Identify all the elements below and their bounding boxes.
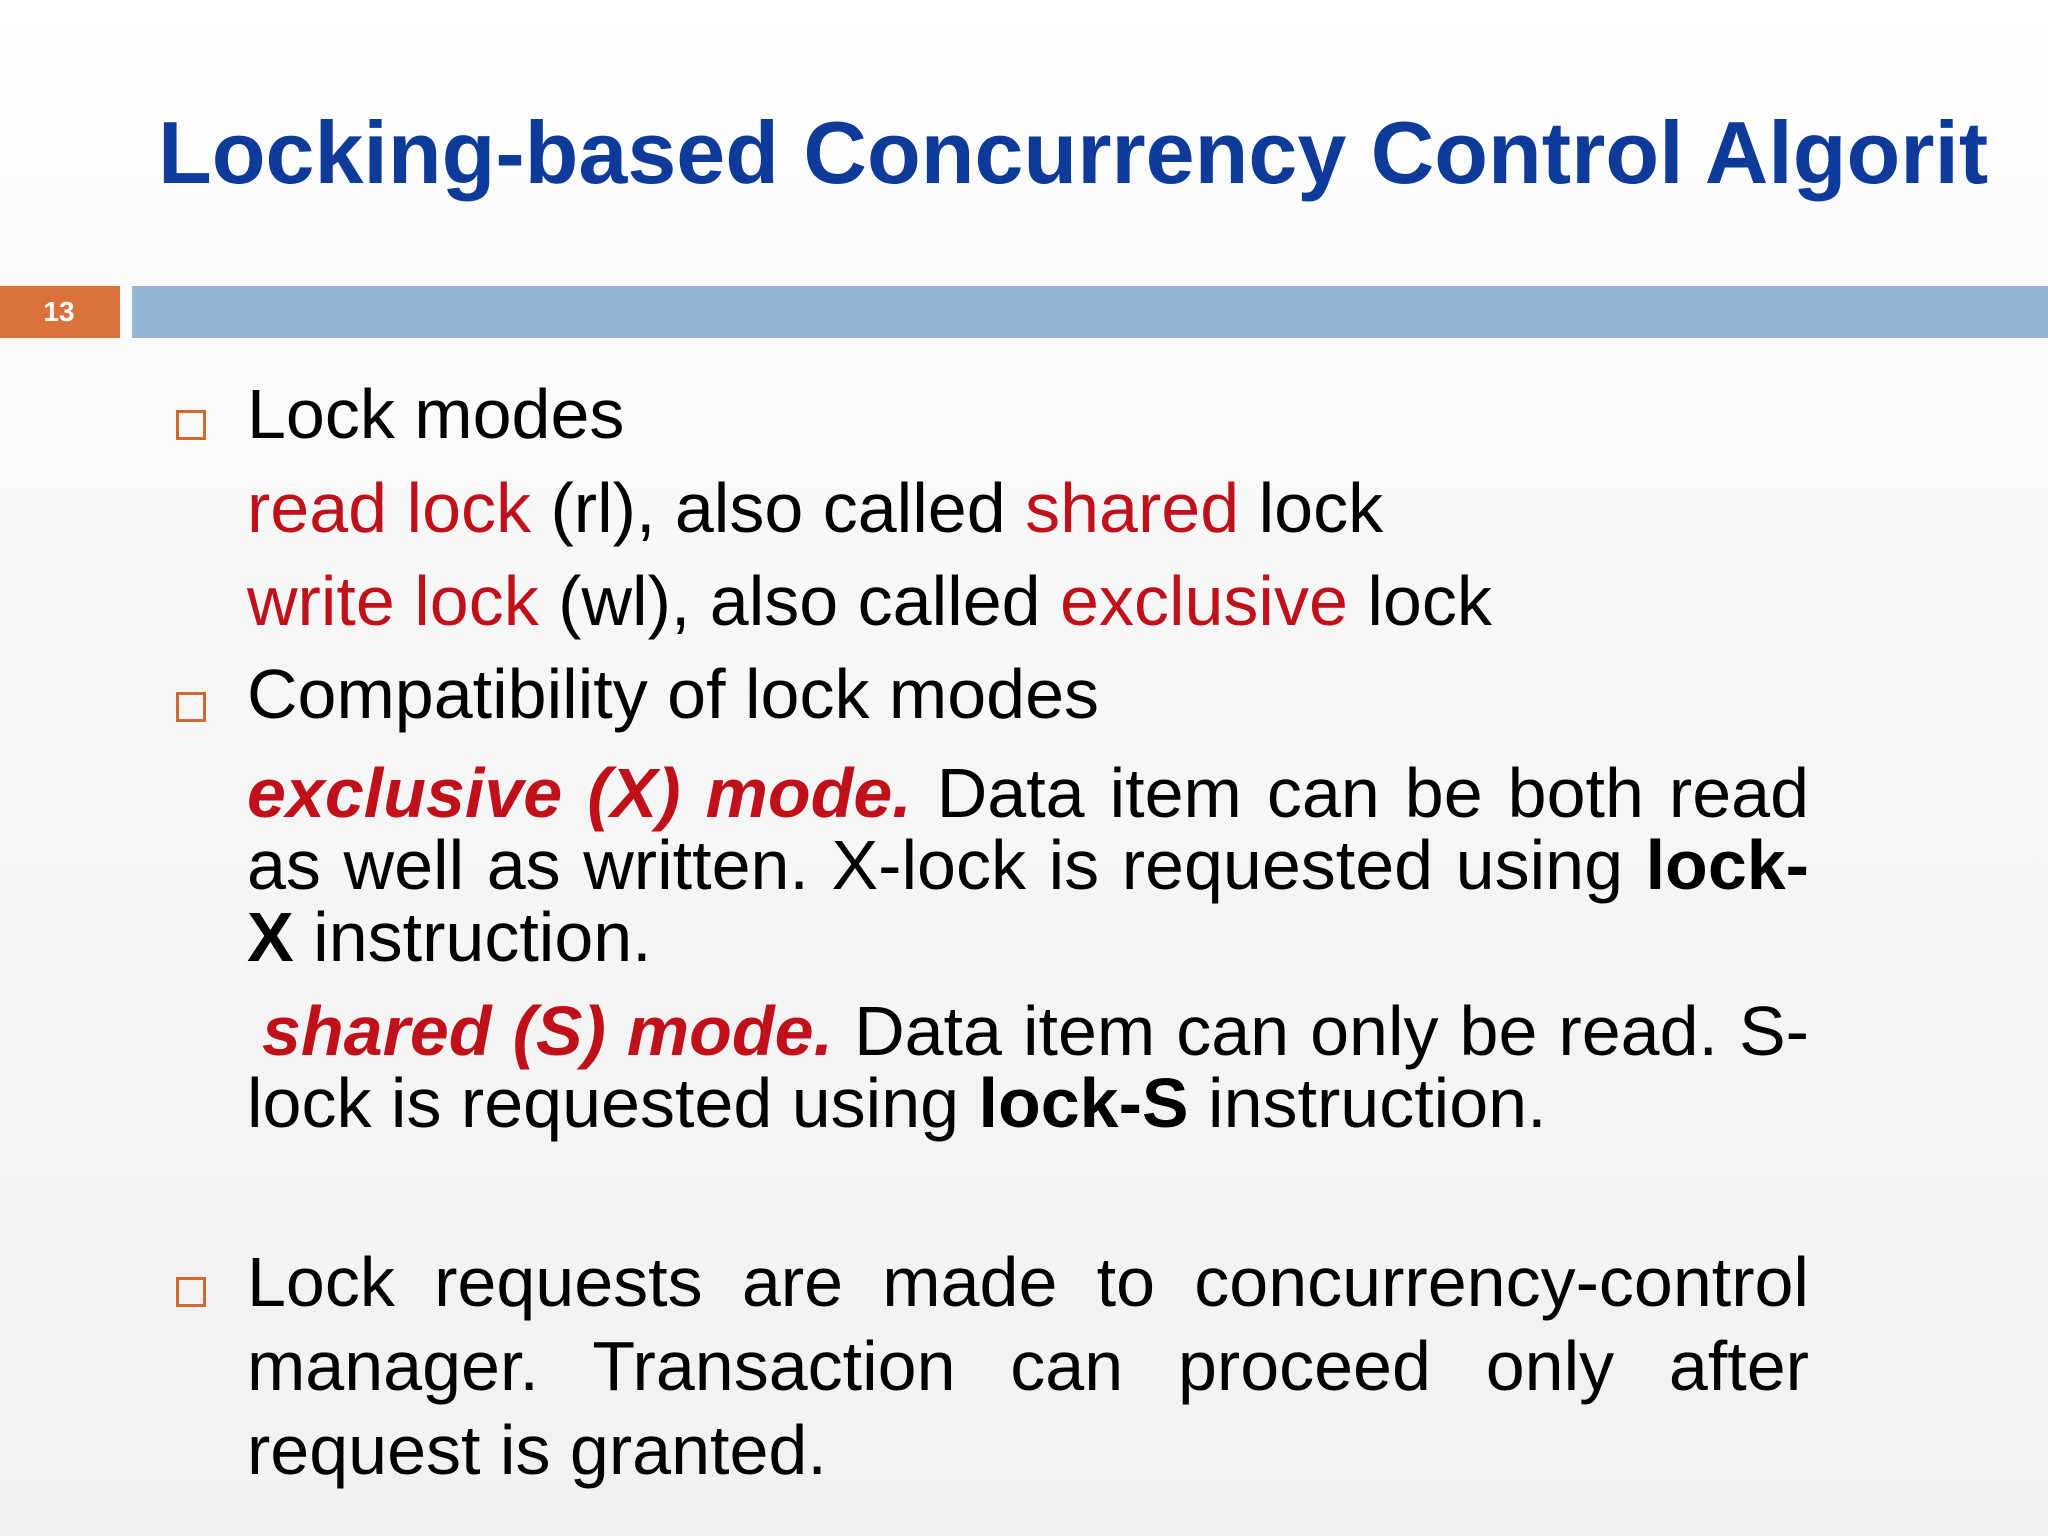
read-lock-line <box>247 470 1383 547</box>
slide-title: Locking-based Concurrency Control Algorit <box>158 103 1989 202</box>
bullet-compatibility-heading: Compatibility of lock modes <box>247 655 1099 733</box>
exclusive-mode-text-end: instruction. <box>293 898 652 976</box>
write-lock-term: write lock <box>247 562 539 640</box>
shared-mode-term: shared (S) mode. <box>262 992 834 1070</box>
exclusive-mode-paragraph <box>247 754 1810 976</box>
write-lock-tail: lock <box>1347 562 1492 640</box>
slide-number-badge: 13 <box>0 286 120 338</box>
shared-word: shared <box>1025 469 1240 547</box>
header-bar <box>132 286 2048 338</box>
exclusive-mode-text: Data item can be both read as well as written. X-lock is requested using <box>247 754 1810 904</box>
shared-mode-paragraph <box>247 992 1809 1142</box>
lock-x-instruction: lock-X <box>247 826 1809 976</box>
bullet-lock-modes-heading: Lock modes <box>247 375 625 453</box>
bullet-lock-requests-paragraph: Lock requests are made to concurrency-control manager. Transaction can proceed only after request is granted. <box>247 1243 1809 1489</box>
read-lock-tail: lock <box>1239 469 1384 547</box>
lock-s-instruction: lock-S <box>978 1064 1189 1142</box>
bullet-square-icon <box>176 410 206 440</box>
shared-mode-text-end: instruction. <box>1188 1064 1547 1142</box>
write-lock-mid: (wl), also called <box>538 562 1061 640</box>
read-lock-term: read lock <box>247 469 532 547</box>
bullet-square-icon <box>176 1277 206 1307</box>
shared-mode-text: Data item can only be read. S-lock is requested using <box>247 992 1809 1142</box>
read-lock-mid: (rl), also called <box>531 469 1026 547</box>
exclusive-word: exclusive <box>1060 562 1348 640</box>
write-lock-line <box>247 563 1492 640</box>
bullet-square-icon <box>176 692 206 722</box>
exclusive-mode-term: exclusive (X) mode. <box>247 754 912 832</box>
